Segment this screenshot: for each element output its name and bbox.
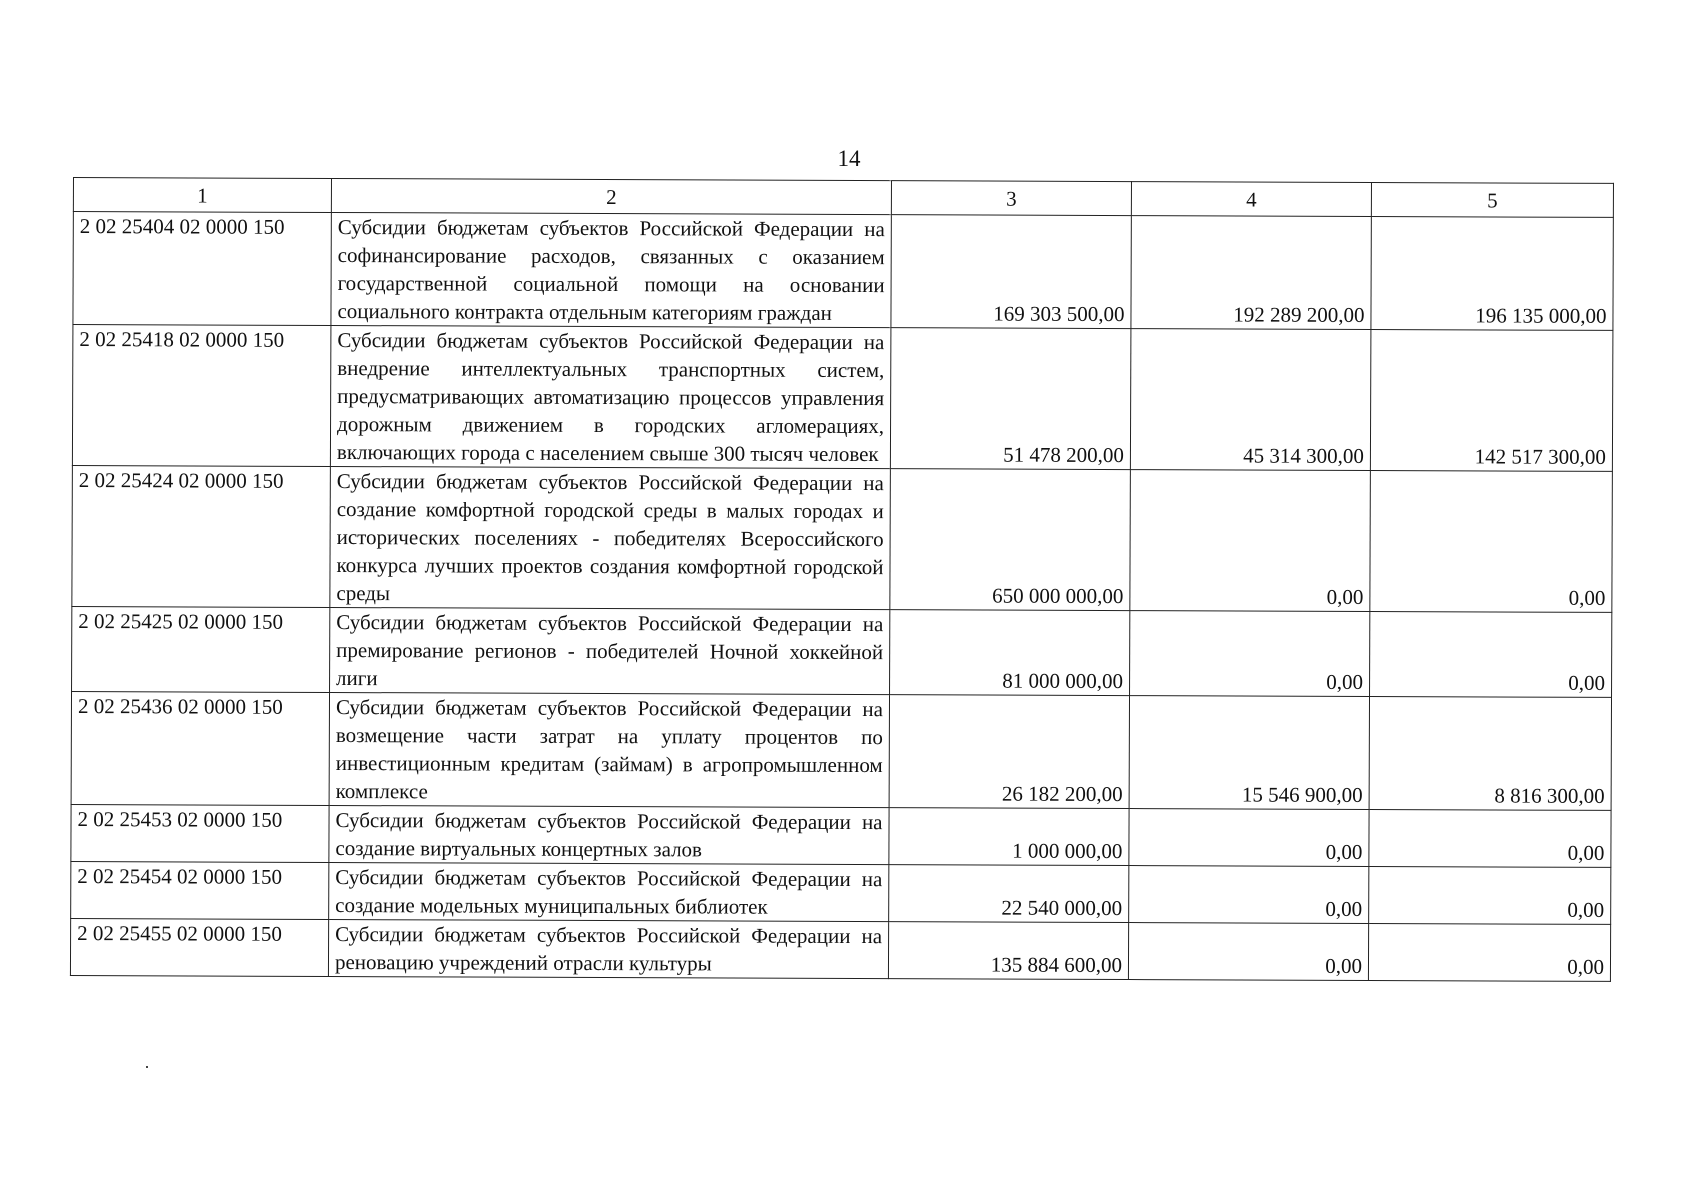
column-header-3: 3 (891, 181, 1131, 216)
row-description: Субсидии бюджетам субъектов Российской Федерации на внедрение интеллектуальных транспортных систем, предусматривающих автоматизацию процессов управления дорожным движением в городских агломерациях, включающих города с населением свыше 300 тысяч человек (330, 325, 891, 468)
row-description: Субсидии бюджетам субъектов Российской Федерации на создание комфортной городской среды в малых городах и исторических поселениях - победителях Всероссийского конкурса лучших проектов создания комфортной городской среды (330, 466, 891, 609)
table-row (71, 691, 1611, 810)
amount-col3: 26 182 200,00 (889, 695, 1129, 809)
row-description: Субсидии бюджетам субъектов Российской Федерации на возмещение части затрат на уплату процентов по инвестиционным кредитам (займам) в агропромышленном комплексе (329, 692, 889, 807)
budget-code: 2 02 25418 02 0000 150 (72, 325, 331, 467)
amount-col3: 81 000 000,00 (890, 610, 1130, 696)
amount-col4: 0,00 (1130, 470, 1371, 612)
column-header-5: 5 (1371, 182, 1613, 217)
amount-col5: 142 517 300,00 (1370, 329, 1613, 471)
amount-col4: 0,00 (1128, 923, 1368, 981)
amount-col4: 0,00 (1129, 809, 1369, 867)
amount-col3: 22 540 000,00 (889, 865, 1129, 923)
table-row (71, 861, 1611, 924)
amount-col3: 135 884 600,00 (888, 922, 1128, 980)
amount-col5: 0,00 (1370, 470, 1613, 612)
scan-speck (146, 1066, 148, 1068)
amount-col5: 0,00 (1370, 611, 1612, 697)
amount-col3: 51 478 200,00 (890, 328, 1131, 470)
row-description: Субсидии бюджетам субъектов Российской Федерации на реновацию учреждений отрасли культуры (328, 919, 888, 978)
row-description: Субсидии бюджетам субъектов Российской Федерации на создание виртуальных концертных залов (329, 805, 889, 864)
amount-col5: 0,00 (1368, 923, 1610, 981)
table-row (72, 325, 1613, 472)
table-row (73, 212, 1613, 331)
column-header-2: 2 (331, 178, 891, 214)
budget-code: 2 02 25404 02 0000 150 (73, 212, 331, 326)
column-header-1: 1 (73, 178, 331, 213)
budget-code: 2 02 25455 02 0000 150 (70, 918, 328, 976)
page-number: 14 (837, 146, 861, 171)
row-description: Субсидии бюджетам субъектов Российской Федерации на премирование регионов - победителей Ночной хоккейной лиги (330, 607, 890, 694)
budget-table (70, 177, 1614, 982)
amount-col4: 0,00 (1130, 611, 1370, 697)
budget-code: 2 02 25424 02 0000 150 (72, 465, 331, 607)
amount-col5: 8 816 300,00 (1369, 696, 1611, 810)
amount-col4: 15 546 900,00 (1129, 696, 1369, 810)
table-row (72, 606, 1612, 697)
column-header-4: 4 (1131, 182, 1371, 217)
amount-col4: 0,00 (1129, 866, 1369, 924)
budget-code: 2 02 25436 02 0000 150 (71, 691, 329, 805)
amount-col4: 45 314 300,00 (1130, 329, 1371, 471)
budget-code: 2 02 25454 02 0000 150 (71, 861, 329, 919)
table-row (72, 465, 1613, 612)
amount-col3: 169 303 500,00 (891, 215, 1131, 329)
row-description: Субсидии бюджетам субъектов Российской Федерации на создание модельных муниципальных библиотек (329, 862, 889, 921)
budget-code: 2 02 25453 02 0000 150 (71, 804, 329, 862)
amount-col3: 650 000 000,00 (890, 469, 1131, 611)
amount-col5: 0,00 (1369, 809, 1611, 867)
table-row (71, 804, 1611, 867)
row-description: Субсидии бюджетам субъектов Российской Федерации на софинансирование расходов, связанных с оказанием государственной социальной помощи на основании социального контракта отдельным категориям граждан (331, 212, 891, 327)
amount-col3: 1 000 000,00 (889, 808, 1129, 866)
amount-col5: 0,00 (1369, 866, 1611, 924)
amount-col5: 196 135 000,00 (1371, 216, 1613, 330)
budget-code: 2 02 25425 02 0000 150 (72, 606, 330, 692)
table-row (70, 918, 1610, 981)
amount-col4: 192 289 200,00 (1131, 216, 1371, 330)
